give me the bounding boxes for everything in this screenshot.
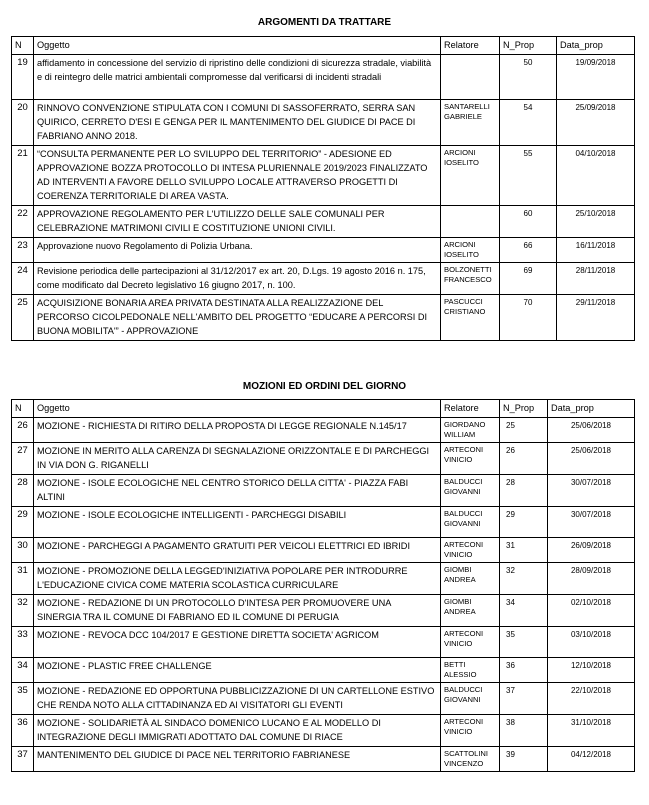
row-number: 28 bbox=[12, 475, 34, 507]
section-title-mozioni: MOZIONI ED ORDINI DEL GIORNO bbox=[242, 381, 407, 392]
row-number: 31 bbox=[12, 563, 34, 595]
header-oggetto: Oggetto bbox=[34, 400, 441, 418]
row-oggetto: RINNOVO CONVENZIONE STIPULATA CON I COMUNI DI SASSOFERRATO, SERRA SAN QUIRICO, CERRETO D'ESI E GENGA PER IL MANTENIMENTO DEL GIUDICE DI PACE DI FABRIANO ANNO 2018. bbox=[34, 100, 441, 146]
row-relatore: GIOMBI ANDREA bbox=[441, 595, 500, 627]
row-relatore: BALDUCCI GIOVANNI bbox=[441, 683, 500, 715]
header-relatore: Relatore bbox=[441, 400, 500, 418]
row-data-prop: 25/10/2018 bbox=[557, 206, 635, 238]
header-data-prop: Data_prop bbox=[557, 37, 635, 55]
row-n-prop: 60 bbox=[500, 206, 557, 238]
row-oggetto: MOZIONE - RICHIESTA DI RITIRO DELLA PROPOSTA DI LEGGE REGIONALE N.145/17 bbox=[34, 418, 441, 443]
row-data-prop: 02/10/2018 bbox=[548, 595, 635, 627]
row-data-prop: 28/11/2018 bbox=[557, 263, 635, 295]
row-n-prop: 70 bbox=[500, 295, 557, 341]
table-row bbox=[12, 715, 635, 747]
row-number: 20 bbox=[12, 100, 34, 146]
row-number: 24 bbox=[12, 263, 34, 295]
row-number: 35 bbox=[12, 683, 34, 715]
row-oggetto: MOZIONE - ISOLE ECOLOGICHE INTELLIGENTI - PARCHEGGI DISABILI bbox=[34, 507, 441, 538]
row-n-prop: 50 bbox=[500, 55, 557, 100]
row-n-prop: 55 bbox=[500, 146, 557, 206]
row-number: 21 bbox=[12, 146, 34, 206]
row-data-prop: 28/09/2018 bbox=[548, 563, 635, 595]
table-row bbox=[12, 747, 635, 772]
table-row bbox=[12, 295, 635, 341]
row-relatore bbox=[441, 55, 500, 100]
table-header-row bbox=[12, 37, 635, 55]
row-data-prop: 30/07/2018 bbox=[548, 507, 635, 538]
argomenti-table bbox=[11, 36, 635, 341]
row-relatore: GIORDANO WILLIAM bbox=[441, 418, 500, 443]
row-oggetto: MOZIONE - SOLIDARIETÀ AL SINDACO DOMENICO LUCANO E AL MODELLO DI INTEGRAZIONE DEGLI IMMIGRATI ADOTTATO DAL COMUNE DI RIACE bbox=[34, 715, 441, 747]
row-data-prop: 04/12/2018 bbox=[548, 747, 635, 772]
row-data-prop: 31/10/2018 bbox=[548, 715, 635, 747]
row-n-prop: 28 bbox=[500, 475, 548, 507]
row-data-prop: 25/06/2018 bbox=[548, 443, 635, 475]
row-relatore: PASCUCCI CRISTIANO bbox=[441, 295, 500, 341]
row-oggetto: MOZIONE - PARCHEGGI A PAGAMENTO GRATUITI PER VEICOLI ELETTRICI ED IBRIDI bbox=[34, 538, 441, 563]
row-relatore: BETTI ALESSIO bbox=[441, 658, 500, 683]
row-data-prop: 25/06/2018 bbox=[548, 418, 635, 443]
header-oggetto: Oggetto bbox=[34, 37, 441, 55]
row-number: 36 bbox=[12, 715, 34, 747]
row-number: 22 bbox=[12, 206, 34, 238]
row-relatore bbox=[441, 206, 500, 238]
row-oggetto: Revisione periodica delle partecipazioni al 31/12/2017 ex art. 20, D.Lgs. 19 agosto 2016 n. 175, come modificato dal Decreto legislativo 16 giugno 2017, n. 100. bbox=[34, 263, 441, 295]
table-row bbox=[12, 418, 635, 443]
table-row bbox=[12, 146, 635, 206]
table-row bbox=[12, 538, 635, 563]
header-n-prop: N_Prop bbox=[500, 400, 548, 418]
row-data-prop: 16/11/2018 bbox=[557, 238, 635, 263]
section-title-argomenti: ARGOMENTI DA TRATTARE bbox=[257, 17, 392, 28]
row-data-prop: 29/11/2018 bbox=[557, 295, 635, 341]
row-n-prop: 25 bbox=[500, 418, 548, 443]
table-row bbox=[12, 206, 635, 238]
row-relatore: ARTECONI VINICIO bbox=[441, 627, 500, 658]
table-row bbox=[12, 595, 635, 627]
table-row bbox=[12, 100, 635, 146]
header-n-prop: N_Prop bbox=[500, 37, 557, 55]
row-oggetto: MOZIONE IN MERITO ALLA CARENZA DI SEGNALAZIONE ORIZZONTALE E DI PARCHEGGI IN VIA DON G. RIGANELLI bbox=[34, 443, 441, 475]
row-n-prop: 34 bbox=[500, 595, 548, 627]
row-oggetto: APPROVAZIONE REGOLAMENTO PER L'UTILIZZO DELLE SALE COMUNALI PER CELEBRAZIONE MATRIMONI CIVILI E COSTITUZIONE UNIONI CIVILI. bbox=[34, 206, 441, 238]
table-row bbox=[12, 627, 635, 658]
row-oggetto: MOZIONE - REDAZIONE DI UN PROTOCOLLO D'INTESA PER PROMUOVERE UNA SINERGIA TRA IL COMUNE DI FABRIANO ED IL COMUNE DI PERUGIA bbox=[34, 595, 441, 627]
row-oggetto: MOZIONE - ISOLE ECOLOGICHE NEL CENTRO STORICO DELLA CITTA' - PIAZZA FABI ALTINI bbox=[34, 475, 441, 507]
row-n-prop: 35 bbox=[500, 627, 548, 658]
table-row bbox=[12, 563, 635, 595]
row-number: 19 bbox=[12, 55, 34, 100]
row-oggetto: MOZIONE - PROMOZIONE DELLA LEGGED'INIZIATIVA POPOLARE PER INTRODURRE L'EDUCAZIONE CIVICA COME MATERIA SCOLASTICA CURRICULARE bbox=[34, 563, 441, 595]
row-oggetto: ACQUISIZIONE BONARIA AREA PRIVATA DESTINATA ALLA REALIZZAZIONE DEL PERCORSO CICOLPEDONALE NELL'AMBITO DEL PROGETTO “EDUCARE A PERCORSI DI BUONA MOBILITA'” - APPROVAZIONE bbox=[34, 295, 441, 341]
row-n-prop: 54 bbox=[500, 100, 557, 146]
table-row bbox=[12, 238, 635, 263]
row-relatore: BALDUCCI GIOVANNI bbox=[441, 507, 500, 538]
row-n-prop: 69 bbox=[500, 263, 557, 295]
row-oggetto: “CONSULTA PERMANENTE PER LO SVILUPPO DEL TERRITORIO” - ADESIONE ED APPROVAZIONE BOZZA PROTOCOLLO DI INTESA PLURIENNALE 2019/2023 FINALIZZATO AD INTERVENTI A FAVORE DELLO SVILUPPO LOCALE ATTRAVERSO PROGETTI DI COERENZA TERRITORIALE DI AREA VASTA. bbox=[34, 146, 441, 206]
row-data-prop: 22/10/2018 bbox=[548, 683, 635, 715]
row-n-prop: 38 bbox=[500, 715, 548, 747]
row-number: 25 bbox=[12, 295, 34, 341]
row-n-prop: 32 bbox=[500, 563, 548, 595]
row-oggetto: MOZIONE - PLASTIC FREE CHALLENGE bbox=[34, 658, 441, 683]
table-header-row bbox=[12, 400, 635, 418]
table-row bbox=[12, 507, 635, 538]
row-relatore: BALDUCCI GIOVANNI bbox=[441, 475, 500, 507]
row-data-prop: 04/10/2018 bbox=[557, 146, 635, 206]
row-n-prop: 29 bbox=[500, 507, 548, 538]
row-relatore: SANTARELLI GABRIELE bbox=[441, 100, 500, 146]
row-relatore: BOLZONETTI FRANCESCO bbox=[441, 263, 500, 295]
table-row bbox=[12, 443, 635, 475]
row-relatore: ARTECONI VINICIO bbox=[441, 443, 500, 475]
header-n: N bbox=[12, 400, 34, 418]
row-data-prop: 25/09/2018 bbox=[557, 100, 635, 146]
row-n-prop: 37 bbox=[500, 683, 548, 715]
row-n-prop: 39 bbox=[500, 747, 548, 772]
row-n-prop: 31 bbox=[500, 538, 548, 563]
row-oggetto: affidamento in concessione del servizio di ripristino delle condizioni di sicurezza stradale, viabilità e di reintegro delle matrici ambientali compromesse dal verificarsi di incidenti stradali bbox=[34, 55, 441, 100]
table-row bbox=[12, 475, 635, 507]
row-relatore: ARTECONI VINICIO bbox=[441, 538, 500, 563]
table-row bbox=[12, 55, 635, 100]
row-relatore: ARCIONI IOSELITO bbox=[441, 238, 500, 263]
row-number: 23 bbox=[12, 238, 34, 263]
row-relatore: ARCIONI IOSELITO bbox=[441, 146, 500, 206]
row-oggetto: MANTENIMENTO DEL GIUDICE DI PACE NEL TERRITORIO FABRIANESE bbox=[34, 747, 441, 772]
table-row bbox=[12, 263, 635, 295]
row-relatore: SCATTOLINI VINCENZO bbox=[441, 747, 500, 772]
row-number: 30 bbox=[12, 538, 34, 563]
row-oggetto: Approvazione nuovo Regolamento di Polizia Urbana. bbox=[34, 238, 441, 263]
header-data-prop: Data_prop bbox=[548, 400, 635, 418]
row-number: 37 bbox=[12, 747, 34, 772]
row-data-prop: 26/09/2018 bbox=[548, 538, 635, 563]
row-data-prop: 12/10/2018 bbox=[548, 658, 635, 683]
row-relatore: ARTECONI VINICIO bbox=[441, 715, 500, 747]
header-n: N bbox=[12, 37, 34, 55]
row-data-prop: 30/07/2018 bbox=[548, 475, 635, 507]
row-number: 29 bbox=[12, 507, 34, 538]
row-n-prop: 26 bbox=[500, 443, 548, 475]
row-n-prop: 66 bbox=[500, 238, 557, 263]
row-oggetto: MOZIONE - REDAZIONE ED OPPORTUNA PUBBLICIZZAZIONE DI UN CARTELLONE ESTIVO CHE RENDA NOTO ALLA CITTADINANZA ED AI VISITATORI GLI EVENTI bbox=[34, 683, 441, 715]
row-number: 33 bbox=[12, 627, 34, 658]
row-data-prop: 03/10/2018 bbox=[548, 627, 635, 658]
row-data-prop: 19/09/2018 bbox=[557, 55, 635, 100]
row-number: 32 bbox=[12, 595, 34, 627]
row-n-prop: 36 bbox=[500, 658, 548, 683]
table-row bbox=[12, 683, 635, 715]
row-number: 27 bbox=[12, 443, 34, 475]
table-row bbox=[12, 658, 635, 683]
row-number: 26 bbox=[12, 418, 34, 443]
header-relatore: Relatore bbox=[441, 37, 500, 55]
row-number: 34 bbox=[12, 658, 34, 683]
row-relatore: GIOMBI ANDREA bbox=[441, 563, 500, 595]
row-oggetto: MOZIONE - REVOCA DCC 104/2017 E GESTIONE DIRETTA SOCIETA' AGRICOM bbox=[34, 627, 441, 658]
mozioni-table bbox=[11, 399, 635, 772]
